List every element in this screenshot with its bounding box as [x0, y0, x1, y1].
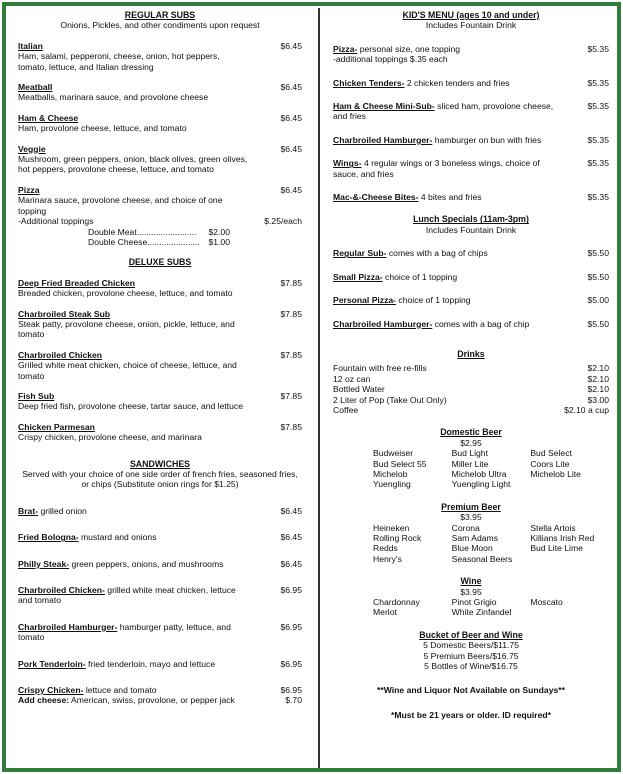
drinks-title: Drinks — [457, 348, 485, 359]
domestic-beer-name: Michelob Ultra — [451, 468, 507, 479]
regular-sub-item — [18, 113, 302, 134]
regular-sub-item-desc: Meatballs, marinara sauce, and provolone cheese — [18, 92, 209, 103]
domestic-beer-name: Michelob — [373, 468, 408, 479]
sandwich-item-price: $6.45 — [280, 532, 302, 543]
sandwich-item-price: $6.95 — [280, 685, 302, 696]
lunch-item-item-text — [333, 272, 609, 282]
deluxe-sub-item-name: Charbroiled Steak Sub — [18, 308, 111, 319]
sandwich-item-price: $6.45 — [280, 558, 302, 569]
kids-item-item-name: Ham & Cheese Mini-Sub- — [333, 101, 435, 112]
kids-item-item-text — [333, 158, 609, 179]
sandwich-item-text — [18, 685, 302, 695]
kids-item-item-desc: sliced ham, provolone cheese, and fries — [333, 101, 554, 122]
drink-name: 12 oz can — [333, 373, 371, 384]
deluxe-sub-item-name: Deep Fried Breaded Chicken — [18, 277, 136, 288]
domestic-beer-price: $2.95 — [460, 437, 482, 448]
domestic-beer-name: Bud Light — [451, 448, 488, 459]
deluxe-sub-item-price: $7.85 — [280, 421, 302, 432]
drink-name: Bottled Water — [333, 384, 385, 395]
sandwich-item-price: $6.45 — [280, 505, 302, 516]
regular-sub-item-desc: Ham, salami, pepperoni, cheese, onion, hot peppers, tomato, lettuce, and Italian dressing — [18, 51, 220, 72]
kids-item-item — [333, 135, 609, 145]
drink-price: $3.00 — [587, 394, 609, 405]
sandwiches-title: SANDWICHES — [129, 458, 191, 469]
regular-sub-item — [18, 41, 302, 72]
deluxe-sub-item-desc: Crispy chicken, provolone cheese, and marinara — [18, 432, 202, 443]
drink-price: $2.10 a cup — [564, 404, 609, 415]
drink-price: $2.10 — [587, 384, 609, 395]
lunch-item-item — [333, 272, 609, 282]
deluxe-sub-item-desc: Breaded chicken, provolone cheese, lettuce, and tomato — [18, 288, 233, 299]
add-cheese-price: $.70 — [285, 695, 302, 706]
drink-name: Coffee — [333, 404, 359, 415]
sandwich-item-name: Charbroiled Chicken- — [18, 585, 105, 596]
kids-item-item-desc: personal size, one topping — [357, 43, 461, 54]
domestic-beer-name — [530, 479, 609, 489]
sandwich-item — [18, 532, 302, 542]
drinks-list — [333, 363, 609, 415]
drink-price: $2.10 — [587, 363, 609, 374]
domestic-beer-name: Miller Lite — [451, 458, 489, 469]
premium-beer-name: Heineken — [373, 522, 410, 533]
domestic-beer-title: Domestic Beer — [440, 427, 502, 438]
kids-item-item-desc: 4 regular wings or 3 boneless wings, choice of sauce, and fries — [333, 158, 540, 179]
lunch-item-item — [333, 248, 609, 258]
regular-sub-item — [18, 144, 302, 175]
drink-row — [333, 374, 609, 384]
wine-name: Chardonnay — [373, 597, 420, 608]
wine-name: White Zinfandel — [451, 607, 512, 618]
sandwich-item-desc: fried tenderloin, mayo and lettuce — [85, 658, 216, 669]
wine-grid — [333, 597, 609, 618]
regular-subs-subtitle: Onions, Pickles, and other condiments upon request — [60, 20, 260, 31]
domestic-beer-name: Bud Select 55 — [373, 458, 427, 469]
premium-beer-name: Blue Moon — [451, 543, 493, 554]
regular-sub-item-name: Veggie — [18, 143, 46, 154]
drink-price: $2.10 — [587, 373, 609, 384]
drink-row — [333, 384, 609, 394]
regular-sub-item — [18, 82, 302, 103]
kids-item-item-desc: 2 chicken tenders and fries — [404, 77, 510, 88]
sandwich-item-text — [18, 506, 302, 516]
double-meat-row — [18, 227, 302, 237]
kids-item-item-price: $5.35 — [587, 43, 609, 54]
right-column — [333, 10, 609, 720]
wine-name: Moscato — [530, 597, 563, 608]
kids-item-item — [333, 192, 609, 202]
regular-subs-list — [18, 41, 302, 216]
add-cheese-desc: American, swiss, provolone, or pepper jack — [69, 695, 235, 706]
wine-price: $3.95 — [460, 586, 482, 597]
kids-item-item-price: $5.35 — [587, 77, 609, 88]
sandwich-item — [18, 559, 302, 569]
lunch-specials-title: Lunch Specials (11am-3pm) — [413, 214, 529, 225]
kids-item-item-text — [333, 135, 609, 145]
regular-sub-item-name: Ham & Cheese — [18, 112, 79, 123]
bucket-list — [333, 640, 609, 671]
domestic-beer-name: Bud Select — [530, 448, 572, 459]
regular-sub-item-price: $6.45 — [280, 184, 302, 195]
drink-row — [333, 395, 609, 405]
kids-item-item-desc: 4 bites and fries — [418, 192, 482, 203]
domestic-beer-name: Yuengling — [373, 479, 411, 490]
premium-beer-name: Killians Irish Red — [530, 533, 595, 543]
kids-item-item-text — [333, 78, 609, 88]
double-cheese-price: $1.00 — [208, 236, 230, 247]
kids-item-item-extra: -additional toppings $.35 each — [333, 54, 448, 65]
kids-item-item-price: $5.35 — [587, 192, 609, 203]
premium-beer-name: Corona — [451, 522, 480, 533]
lunch-item-item-text — [333, 248, 609, 258]
regular-subs-title: REGULAR SUBS — [124, 10, 196, 20]
regular-sub-item-price: $6.45 — [280, 40, 302, 51]
left-column — [18, 10, 302, 706]
deluxe-sub-item — [18, 391, 302, 412]
deluxe-sub-item-desc: Grilled white meat chicken, choice of cheese, lettuce, and tomato — [18, 360, 237, 381]
bucket-title: Bucket of Beer and Wine — [419, 629, 523, 640]
sandwich-item — [18, 506, 302, 516]
sundays-note: **Wine and Liquor Not Available on Sundays** — [377, 685, 565, 696]
deluxe-sub-item — [18, 422, 302, 443]
lunch-item-item-desc: choice of 1 topping — [382, 271, 458, 282]
add-cheese-label: Add cheese: — [18, 695, 70, 706]
premium-beer-name: Bud Lite Lime — [530, 543, 583, 554]
sandwich-item — [18, 585, 302, 606]
sandwich-item-text — [18, 532, 302, 542]
sandwich-item-text — [18, 585, 302, 606]
wine-name — [530, 607, 609, 617]
regular-sub-item-price: $6.45 — [280, 143, 302, 154]
lunch-item-item-text — [333, 295, 609, 305]
lunch-specials-list — [333, 248, 609, 329]
lunch-item-item-desc: comes with a bag of chips — [386, 248, 488, 259]
sandwich-item-desc: grilled onion — [38, 505, 87, 516]
wine-title: Wine — [460, 576, 482, 587]
deluxe-sub-item — [18, 350, 302, 381]
regular-sub-item-name: Pizza — [18, 184, 40, 195]
wine-name: Pinot Grigio — [451, 597, 497, 608]
sandwich-item-desc: mustard and onions — [78, 532, 157, 543]
kids-item-item-price: $5.35 — [587, 158, 609, 169]
domestic-beer-name: Budweiser — [373, 448, 414, 459]
double-meat-label: Double Meat......................... — [88, 226, 197, 237]
lunch-item-item-name: Charbroiled Hamburger- — [333, 318, 433, 329]
premium-beer-title: Premium Beer — [441, 501, 501, 512]
kids-item-item-name: Chicken Tenders- — [333, 77, 405, 88]
double-meat-price: $2.00 — [208, 226, 230, 237]
wine-name: Merlot — [373, 607, 397, 618]
kids-item-item — [333, 78, 609, 88]
regular-sub-item-name: Meatball — [18, 82, 53, 93]
regular-sub-item — [18, 185, 302, 216]
deluxe-sub-item-price: $7.85 — [280, 390, 302, 401]
sandwich-item-name: Pork Tenderloin- — [18, 658, 86, 669]
sandwich-item-desc: hamburger patty, lettuce, and tomato — [18, 621, 231, 643]
sandwich-item-name: Crispy Chicken- — [18, 685, 84, 696]
deluxe-sub-item-name: Fish Sub — [18, 390, 55, 401]
premium-beer-name: Henry's — [373, 553, 402, 564]
kids-item-item-desc: hamburger on bun with fries — [432, 134, 542, 145]
bucket-item: 5 Premium Beers/$16.75 — [423, 650, 519, 661]
premium-beer-name: Sam Adams — [451, 533, 498, 543]
double-cheese-label: Double Cheese...................... — [88, 236, 200, 247]
bucket-item: 5 Bottles of Wine/$16.75 — [424, 661, 518, 672]
premium-beer-grid — [333, 523, 609, 565]
regular-sub-item-desc: Marinara sauce, provolone cheese, and choice of one topping — [18, 195, 223, 216]
sandwich-item — [18, 622, 302, 643]
kids-item-item-text — [333, 44, 609, 54]
kids-menu-list — [333, 44, 609, 203]
kids-item-item-price: $5.35 — [587, 134, 609, 145]
sandwich-item-price: $6.95 — [280, 658, 302, 669]
kids-item-item-text — [333, 101, 609, 122]
deluxe-sub-item-desc: Steak patty, provolone cheese, onion, pickle, lettuce, and tomato — [18, 318, 235, 340]
deluxe-sub-item-name: Chicken Parmesan — [18, 421, 95, 432]
deluxe-subs-list — [18, 278, 302, 443]
regular-sub-item-desc: Ham, provolone cheese, lettuce, and tomato — [18, 123, 187, 134]
kids-item-item-name: Wings- — [333, 158, 362, 169]
lunch-item-item-price: $5.50 — [587, 271, 609, 282]
sandwich-item-desc: grilled white meat chicken, lettuce and tomato — [18, 585, 236, 606]
sandwich-item-desc: lettuce and tomato — [83, 685, 157, 696]
domestic-beer-grid — [333, 448, 609, 490]
drink-name: Fountain with free re-fills — [333, 363, 427, 374]
regular-sub-item-price: $6.45 — [280, 112, 302, 123]
deluxe-sub-item-name: Charbroiled Chicken — [18, 349, 103, 360]
bucket-item: 5 Domestic Beers/$11.75 — [423, 640, 519, 651]
lunch-item-item-desc: comes with a bag of chip — [432, 318, 530, 329]
additional-toppings-row — [18, 216, 302, 226]
sandwiches-subtitle: Served with your choice of one side order of french fries, seasoned fries, or chips (Substitute onion rings for $1.25) — [22, 469, 298, 490]
kids-item-item-price: $5.35 — [587, 101, 609, 112]
kids-item-item — [333, 158, 609, 179]
add-cheese-row — [18, 695, 302, 705]
lunch-item-item-price: $5.50 — [587, 248, 609, 259]
sandwich-item-name: Charbroiled Hamburger- — [18, 621, 118, 632]
menu-page — [2, 2, 621, 772]
sandwich-item-price: $6.95 — [280, 585, 302, 596]
lunch-item-item-name: Personal Pizza- — [333, 295, 397, 306]
kids-menu-subtitle: Includes Fountain Drink — [425, 20, 517, 31]
lunch-item-item — [333, 295, 609, 305]
deluxe-sub-item-price: $7.85 — [280, 308, 302, 319]
lunch-specials-subtitle: Includes Fountain Drink — [425, 224, 517, 235]
sandwich-item — [18, 685, 302, 695]
deluxe-sub-item — [18, 309, 302, 340]
regular-sub-item-desc: Mushroom, green peppers, onion, black olives, green olives, hot peppers, provolone cheese, lettuce, and tomato — [18, 154, 248, 175]
double-cheese-row — [18, 237, 302, 247]
deluxe-sub-item — [18, 278, 302, 299]
lunch-item-item-name: Regular Sub- — [333, 248, 387, 259]
sandwich-item — [18, 659, 302, 669]
kids-item-item-name: Pizza- — [333, 43, 358, 54]
premium-beer-name — [530, 554, 609, 564]
drink-name: 2 Liter of Pop (Take Out Only) — [333, 394, 447, 405]
additional-toppings-label: -Additional toppings — [18, 216, 94, 227]
age-note: *Must be 21 years or older. ID required* — [391, 709, 551, 720]
sandwich-item-desc: green peppers, onions, and mushrooms — [69, 558, 224, 569]
kids-menu-title: KID'S MENU (ages 10 and under) — [402, 10, 540, 20]
domestic-beer-name: Michelob Lite — [530, 468, 581, 479]
lunch-item-item-price: $5.50 — [587, 318, 609, 329]
lunch-item-item-name: Small Pizza- — [333, 271, 383, 282]
premium-beer-name: Redds — [373, 543, 398, 554]
regular-sub-item-price: $6.45 — [280, 82, 302, 93]
sandwich-item-text — [18, 659, 302, 669]
lunch-item-item-text — [333, 319, 609, 329]
premium-beer-name: Stella Artois — [530, 522, 576, 533]
deluxe-sub-item-price: $7.85 — [280, 349, 302, 360]
regular-sub-item-name: Italian — [18, 40, 43, 51]
sandwich-item-name: Fried Bologna- — [18, 532, 79, 543]
domestic-beer-name: Coors Lite — [530, 458, 570, 469]
deluxe-subs-title: DELUXE SUBS — [128, 257, 192, 268]
kids-item-item-text — [333, 192, 609, 202]
additional-toppings-price: $.25/each — [264, 216, 302, 227]
sandwich-item-name: Philly Steak- — [18, 558, 70, 569]
domestic-beer-name: Yuengling Light — [451, 479, 511, 490]
lunch-item-item — [333, 319, 609, 329]
sandwiches-list — [18, 506, 302, 696]
lunch-item-item-desc: choice of 1 topping — [396, 295, 471, 306]
sandwich-item-price: $6.95 — [280, 621, 302, 632]
drink-row — [333, 405, 609, 415]
sandwich-item-text — [18, 559, 302, 569]
premium-beer-name: Rolling Rock — [373, 533, 422, 543]
kids-item-item-name: Mac-&-Cheese Bites- — [333, 192, 419, 203]
lunch-item-item-price: $5.00 — [587, 295, 609, 306]
deluxe-sub-item-desc: Deep fried fish, provolone cheese, tartar sauce, and lettuce — [18, 401, 244, 412]
deluxe-sub-item-price: $7.85 — [280, 277, 302, 288]
kids-item-item-name: Charbroiled Hamburger- — [333, 134, 433, 145]
sandwich-item-name: Brat- — [18, 505, 39, 516]
premium-beer-price: $3.95 — [460, 512, 482, 523]
column-divider — [318, 8, 320, 768]
drink-row — [333, 363, 609, 373]
kids-item-item — [333, 44, 609, 65]
premium-beer-name: Seasonal Beers — [451, 553, 513, 564]
kids-item-item — [333, 101, 609, 122]
sandwich-item-text — [18, 622, 302, 643]
